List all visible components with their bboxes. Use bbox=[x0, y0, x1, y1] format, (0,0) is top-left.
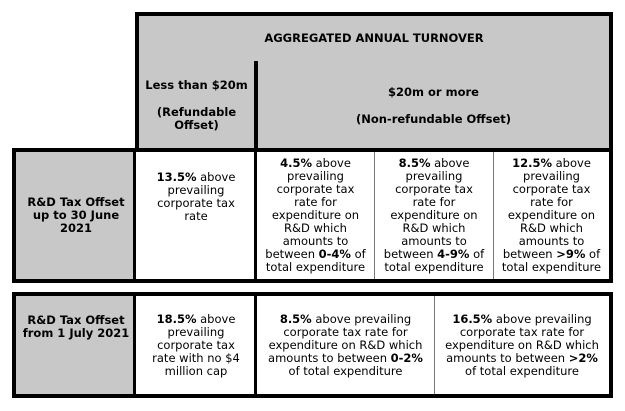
cell-row1-less-than-20m-text: 13.5% above prevailing corporate tax rate bbox=[156, 170, 236, 223]
cell-row1-less-than-20m bbox=[136, 150, 256, 280]
cell-row1-tier1-text: 4.5% above prevailing corporate tax rate for expenditure on R&D which amounts to between 0-4% of total expenditure bbox=[265, 155, 366, 274]
cell-row2-tier1 bbox=[257, 296, 434, 394]
cell-row2-less-than-20m-text: 18.5% above prevailing corporate tax rate with no $4 million cap bbox=[152, 311, 240, 378]
turnover-header bbox=[135, 12, 613, 64]
subheader-less-than-20m bbox=[135, 61, 256, 150]
row-label-text: R&D Tax Offset up to 30 June 2021 bbox=[27, 194, 125, 235]
cell-row2-tier1-text: 8.5% above prevailing corporate tax rate for expenditure on R&D which amounts to between 0-2% of total expenditure bbox=[268, 311, 423, 378]
subheader-20m-or-more-label: $20m or more bbox=[388, 84, 479, 99]
rule-label-divider-row1 bbox=[133, 148, 136, 283]
rule-turnover-divider-row1 bbox=[254, 148, 257, 283]
cell-row1-tier2 bbox=[375, 150, 493, 280]
row-label-from-1-july-2021 bbox=[12, 296, 136, 394]
row-label-text: R&D Tax Offset from 1 July 2021 bbox=[22, 313, 130, 340]
cell-row1-tier1 bbox=[257, 150, 374, 280]
cell-row1-tier3-text: 12.5% above prevailing corporate tax rate for expenditure on R&D which amounts to between >9% of total expenditure bbox=[501, 155, 602, 274]
cell-row2-tier2 bbox=[435, 296, 613, 394]
rule-top-row1 bbox=[12, 148, 613, 152]
subheader-non-refundable-label: (Non-refundable Offset) bbox=[355, 111, 512, 126]
rule-tier-divider-1 bbox=[374, 152, 375, 279]
subheader-less-than-20m-label: Less than $20m bbox=[145, 78, 248, 92]
rule-label-divider-row2 bbox=[133, 292, 136, 398]
turnover-header-title: AGGREGATED ANNUAL TURNOVER bbox=[264, 31, 484, 45]
cell-row2-less-than-20m bbox=[136, 296, 256, 394]
rule-tier-divider-row2 bbox=[434, 296, 435, 394]
rule-turnover-divider-row2 bbox=[254, 292, 257, 398]
cell-row1-tier3 bbox=[494, 150, 613, 280]
rule-tier-divider-2 bbox=[493, 152, 494, 279]
subheader-refundable-label: (Refundable Offset) bbox=[156, 105, 237, 132]
cell-row1-tier2-text: 8.5% above prevailing corporate tax rate for expenditure on R&D which amounts to between 4-9% of total expenditure bbox=[383, 155, 485, 274]
rule-top-row2 bbox=[12, 292, 613, 296]
subheader-20m-or-more bbox=[256, 61, 613, 150]
rule-turnover-divider-header bbox=[254, 61, 257, 152]
row-label-up-to-30-june-2021 bbox=[12, 150, 136, 280]
rule-bottom-row2 bbox=[12, 394, 613, 398]
rule-bottom-row1 bbox=[12, 279, 613, 283]
cell-row2-tier2-text: 16.5% above prevailing corporate tax rate for expenditure on R&D which amounts to between >2% of total expenditure bbox=[445, 311, 599, 378]
